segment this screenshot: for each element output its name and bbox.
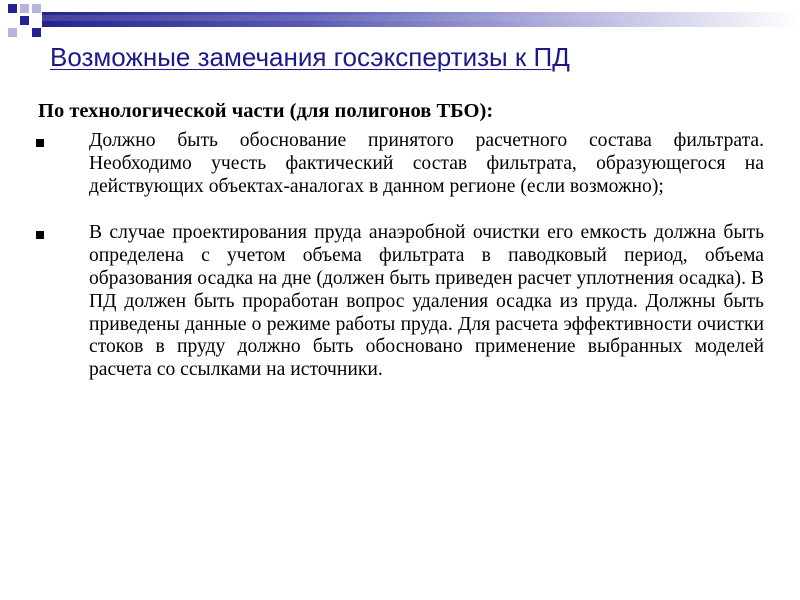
square-bullet-icon (36, 231, 44, 239)
deco-square-3 (32, 4, 41, 13)
deco-square-2 (20, 4, 29, 13)
title-band-highlight (42, 15, 800, 21)
slide-title: Возможные замечания госэкспертизы к ПД (50, 42, 570, 72)
bullet-text: Должно быть обоснование принятого расчетного состава фильтрата. Необходимо учесть фактический состав фильтрата, образующегося на действующих объектах-аналогах в данном регионе (если возможно); (89, 130, 764, 197)
bullet-text: В случае проектирования пруда анаэробной очистки его емкость должна быть определена с учетом объема фильтрата в паводковый период, объема образования осадка на дне (должен быть приведен расчет уплотнения осадка). В ПД должен быть проработан вопрос удаления осадка из пруда. Должны быть приведены данные о режиме работы пруда. Для расчета эффективности очистки стоков в пруду должно быть обосновано применение выбранных моделей расчета со ссылками на источники. (89, 222, 764, 381)
list-item (36, 130, 764, 198)
deco-square-4 (20, 16, 29, 25)
bullet-list (36, 130, 764, 382)
list-item (36, 222, 764, 382)
deco-square-5 (8, 28, 17, 37)
deco-square-6 (32, 28, 41, 37)
section-subheading: По технологической части (для полигонов ТБО): (38, 100, 494, 122)
deco-square-1 (8, 4, 17, 13)
square-bullet-icon (36, 139, 44, 147)
